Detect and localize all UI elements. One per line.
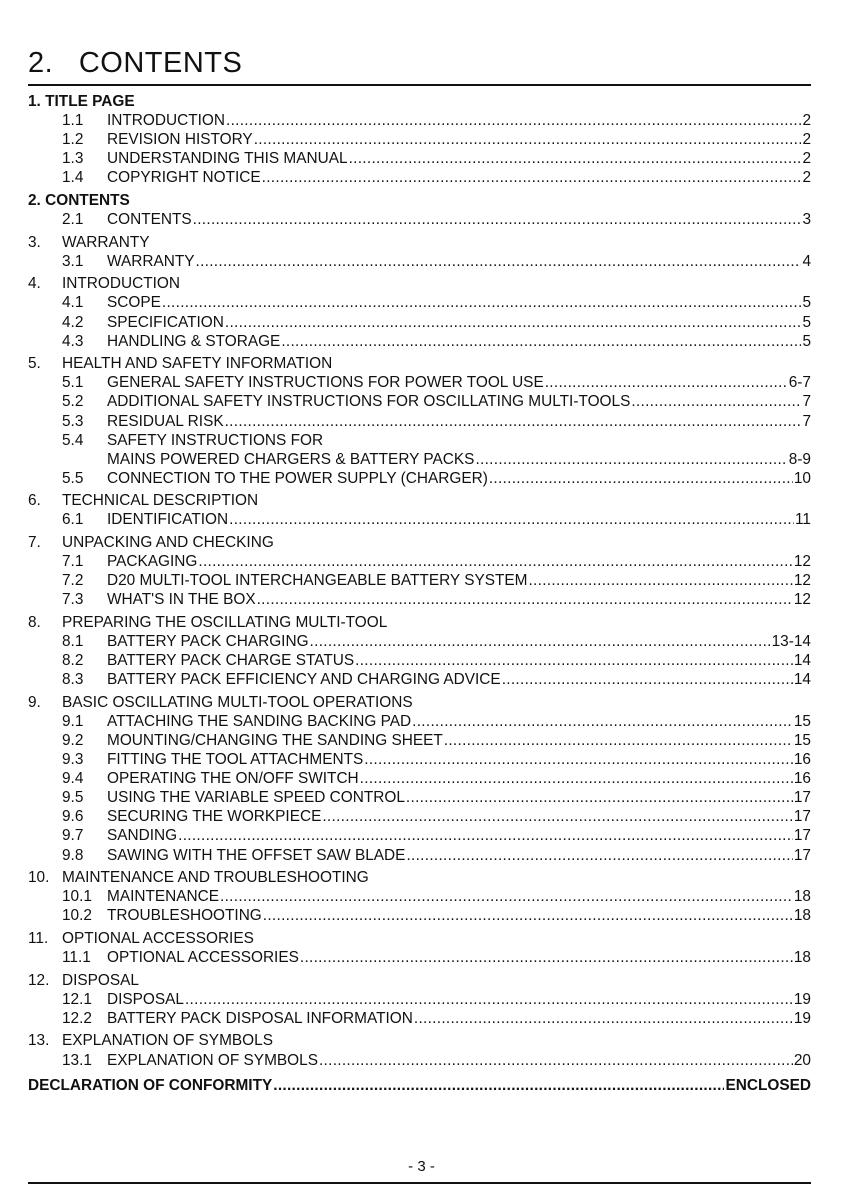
toc-entry-page: 19 [793, 1009, 811, 1027]
toc-entry-label: WARRANTY [107, 252, 195, 270]
toc-entry-label: CONNECTION TO THE POWER SUPPLY (CHARGER) [107, 469, 488, 487]
toc-section-heading [28, 1031, 811, 1050]
toc-entry-number: 13.1 [62, 1051, 92, 1069]
toc-entry-page: 11 [795, 511, 811, 529]
toc-entry-page: 17 [793, 827, 811, 845]
toc-entry [28, 632, 811, 651]
toc-entry [28, 846, 811, 865]
toc-entry-page: 3 [802, 211, 811, 229]
toc-entry [28, 332, 811, 351]
toc-dot-leader [226, 111, 801, 130]
toc-entry [28, 111, 811, 130]
toc-section-heading [28, 693, 811, 712]
toc-dot-leader [444, 731, 793, 750]
toc-entry-label: INTRODUCTION [107, 112, 225, 130]
toc-entry-page: 19 [793, 990, 811, 1008]
toc-entry [28, 313, 811, 332]
toc-entry-label: SAWING WITH THE OFFSET SAW BLADE [107, 846, 406, 864]
toc-entry-number: 12.1 [62, 990, 92, 1008]
toc-entry-number: 10.2 [62, 907, 92, 925]
toc-entry [28, 510, 811, 529]
toc-entry-number: 11.1 [62, 949, 91, 967]
toc-entry-label: BATTERY PACK CHARGE STATUS [107, 652, 355, 670]
toc-dot-leader [281, 332, 801, 351]
toc-entry-label: IDENTIFICATION [107, 511, 229, 529]
toc-dot-leader [185, 990, 793, 1009]
toc-section-heading [28, 92, 811, 111]
toc-entry-number: 9.4 [62, 770, 84, 788]
toc-entry-number: 2.1 [62, 211, 84, 229]
toc-entry [28, 906, 811, 925]
toc-entry-label: CONTENTS [107, 211, 192, 229]
toc-entry-label: MOUNTING/CHANGING THE SANDING SHEET [107, 732, 443, 749]
toc-entry-number: 8.2 [62, 652, 84, 670]
toc-entry [28, 990, 811, 1009]
toc-dot-leader [319, 1051, 793, 1070]
toc-section-heading [28, 613, 811, 632]
toc-entry-number: 13. [28, 1032, 50, 1050]
toc-entry-label: WHAT'S IN THE BOX [107, 591, 256, 609]
toc-entry-page: 17 [793, 808, 811, 826]
toc-entry-label: COPYRIGHT NOTICE [107, 169, 261, 187]
toc-entry-number: 1.4 [62, 169, 84, 187]
toc-dot-leader [257, 590, 793, 609]
toc-dot-leader [196, 252, 802, 271]
toc-entry-page: 4 [802, 252, 811, 270]
toc-entry-number: 7.1 [62, 553, 84, 571]
toc-entry-page: 16 [793, 770, 811, 788]
toc-entry-page: 12 [793, 591, 811, 609]
toc-entry-page: 10 [793, 469, 811, 487]
toc-entry-number: 9. [28, 693, 41, 711]
toc-entry [28, 469, 811, 488]
toc-section-heading [28, 929, 811, 948]
toc-dot-leader [229, 510, 794, 529]
toc-section-heading [28, 191, 811, 210]
toc-entry [28, 552, 811, 571]
toc-entry-label: SECURING THE WORKPIECE [107, 808, 322, 826]
toc-section-heading [28, 233, 811, 252]
toc-entry-label: UNDERSTANDING THIS MANUAL [107, 150, 348, 168]
toc-entry [28, 750, 811, 769]
toc-entry-page: 20 [793, 1051, 811, 1069]
toc-entry-number: 5.2 [62, 393, 84, 411]
toc-entry-number: 9.6 [62, 808, 84, 826]
toc-entry-page: 2 [802, 131, 811, 149]
toc-dot-leader [193, 210, 802, 229]
toc-entry [28, 252, 811, 271]
toc-entry-label: BATTERY PACK DISPOSAL INFORMATION [107, 1009, 413, 1027]
toc-entry-number: 4. [28, 275, 41, 293]
toc-entry-label: BATTERY PACK CHARGING [107, 633, 309, 651]
toc-dot-leader [475, 450, 787, 469]
toc-entry-number: 9.1 [62, 712, 84, 730]
toc-entry-label: OPERATING THE ON/OFF SWITCH [107, 770, 359, 788]
toc-entry-page: 6-7 [788, 374, 811, 392]
toc-entry-label: SANDING [107, 827, 178, 845]
toc-entry [28, 149, 811, 168]
toc-section-heading [28, 868, 811, 887]
toc-section-heading [28, 533, 811, 552]
toc-entry [28, 571, 811, 590]
toc-entry-label: HEALTH AND SAFETY INFORMATION [62, 355, 333, 373]
toc-entry-label: USING THE VARIABLE SPEED CONTROL [107, 789, 405, 807]
toc-entry [28, 948, 811, 967]
toc-dot-leader [355, 651, 793, 670]
toc-entry-page: ENCLOSED [725, 1076, 811, 1094]
toc-dot-leader [273, 1076, 724, 1095]
toc-entry [28, 431, 811, 450]
toc-entry [28, 651, 811, 670]
toc-entry-label: MAINTENANCE AND TROUBLESHOOTING [62, 869, 369, 887]
toc-entry-number: 6.1 [62, 511, 84, 529]
toc-entry-label: ATTACHING THE SANDING BACKING PAD [107, 712, 412, 730]
toc-dot-leader [528, 571, 792, 590]
toc-entry-label: D20 MULTI-TOOL INTERCHANGEABLE BATTERY SYSTEM [107, 572, 528, 590]
toc-dot-leader [502, 670, 793, 689]
toc-entry-number: 5.5 [62, 469, 84, 487]
toc-entry-page: 8-9 [788, 450, 811, 468]
toc-entry-number: 1.2 [62, 131, 84, 149]
toc-entry-label: FITTING THE TOOL ATTACHMENTS [107, 751, 364, 769]
toc-dot-leader [310, 632, 771, 651]
toc-entry-page: 5 [802, 294, 811, 312]
toc-entry-label: SAFETY INSTRUCTIONS FOR [107, 431, 324, 449]
toc-section-heading [28, 491, 811, 510]
toc-section-heading [28, 354, 811, 373]
toc-dot-leader [263, 906, 793, 925]
footer-divider [28, 1182, 811, 1184]
toc-entry-page: 7 [802, 412, 811, 430]
toc-section-heading [28, 274, 811, 293]
toc-entry [28, 670, 811, 689]
toc-entry-label: 1. TITLE PAGE [28, 93, 135, 110]
table-of-contents [28, 92, 811, 1095]
toc-entry [28, 130, 811, 149]
toc-entry-number: 5.3 [62, 412, 84, 430]
toc-entry-label: UNPACKING AND CHECKING [62, 534, 274, 552]
toc-entry [28, 168, 811, 187]
toc-entry-label: REVISION HISTORY [107, 131, 253, 149]
toc-entry-page: 13-14 [771, 633, 811, 651]
toc-entry-number: 10. [28, 869, 50, 887]
toc-dot-leader [162, 293, 802, 312]
toc-entry-label: SPECIFICATION [107, 313, 224, 331]
toc-entry-number: 10.1 [62, 888, 92, 906]
toc-entry-number: 7. [28, 534, 41, 552]
toc-entry-number: 5.4 [62, 431, 84, 449]
toc-entry-page: 18 [793, 888, 811, 906]
toc-entry [28, 392, 811, 411]
toc-entry [28, 210, 811, 229]
toc-dot-leader [220, 887, 793, 906]
toc-entry-number: 3. [28, 233, 41, 251]
toc-entry-label: TROUBLESHOOTING [107, 907, 262, 925]
toc-entry-label: EXPLANATION OF SYMBOLS [107, 1051, 318, 1069]
toc-section-heading [28, 971, 811, 990]
toc-declaration-entry [28, 1076, 811, 1095]
toc-entry [28, 807, 811, 826]
toc-dot-leader [545, 373, 788, 392]
toc-entry-page: 2 [802, 150, 811, 168]
toc-entry-page: 5 [802, 332, 811, 350]
toc-entry-number: 9.3 [62, 751, 84, 769]
toc-dot-leader [225, 412, 802, 431]
toc-entry-label: 2. CONTENTS [28, 191, 130, 209]
toc-dot-leader [198, 552, 793, 571]
toc-entry-number: 1.3 [62, 150, 84, 168]
toc-entry-number: 1.1 [62, 112, 84, 130]
toc-entry [28, 769, 811, 788]
toc-entry-label: BASIC OSCILLATING MULTI-TOOL OPERATIONS [62, 693, 413, 711]
toc-entry-label: OPTIONAL ACCESSORIES [62, 929, 254, 947]
toc-entry-number: 9.7 [62, 827, 84, 845]
toc-dot-leader [322, 807, 793, 826]
toc-entry-number: 8.1 [62, 633, 84, 651]
toc-entry-number: 9.8 [62, 846, 84, 864]
toc-entry [28, 1051, 811, 1070]
title-divider [28, 84, 811, 86]
toc-entry [28, 731, 811, 750]
page-title: 2. CONTENTS [28, 47, 243, 79]
toc-entry-label: HANDLING & STORAGE [107, 332, 281, 350]
toc-entry-label: EXPLANATION OF SYMBOLS [62, 1032, 273, 1050]
toc-entry-page: 12 [793, 553, 811, 571]
toc-dot-leader [360, 769, 793, 788]
toc-entry-number: 7.3 [62, 591, 84, 609]
toc-entry [28, 1009, 811, 1028]
toc-entry-number: 3.1 [62, 252, 84, 270]
toc-entry-number: 5.1 [62, 374, 84, 392]
toc-entry-number: 6. [28, 492, 41, 510]
toc-entry-number: 8. [28, 613, 41, 631]
toc-entry-page: 18 [793, 949, 811, 967]
toc-entry-page: 14 [793, 671, 811, 689]
toc-entry-number: 4.3 [62, 332, 84, 350]
toc-entry [28, 590, 811, 609]
toc-entry-number: 11. [28, 929, 49, 947]
toc-dot-leader [406, 846, 792, 865]
toc-dot-leader [178, 826, 793, 845]
toc-entry-number: 5. [28, 355, 41, 373]
toc-entry-label: MAINS POWERED CHARGERS & BATTERY PACKS [107, 450, 475, 468]
toc-entry-number: 12. [28, 971, 50, 989]
toc-entry-label: DISPOSAL [62, 971, 139, 989]
toc-dot-leader [406, 788, 793, 807]
toc-dot-leader [414, 1009, 793, 1028]
toc-entry [28, 412, 811, 431]
toc-dot-leader [225, 313, 802, 332]
toc-entry-page: 16 [793, 751, 811, 769]
toc-entry-page: 5 [802, 313, 811, 331]
toc-entry-label: MAINTENANCE [107, 888, 220, 906]
toc-entry-number: 7.2 [62, 572, 84, 590]
toc-entry-label: RESIDUAL RISK [107, 412, 224, 430]
toc-entry-number: 4.1 [62, 294, 84, 312]
toc-entry-label: ADDITIONAL SAFETY INSTRUCTIONS FOR OSCILLATING MULTI-TOOLS [107, 393, 631, 411]
toc-entry-number: 9.5 [62, 789, 84, 807]
toc-entry-label: SCOPE [107, 294, 161, 312]
toc-dot-leader [489, 469, 793, 488]
toc-entry-page: 17 [793, 846, 811, 864]
toc-entry-page: 12 [793, 572, 811, 590]
toc-entry-page: 2 [802, 169, 811, 187]
toc-entry [28, 887, 811, 906]
toc-entry-label: INTRODUCTION [62, 275, 180, 293]
toc-entry [28, 826, 811, 845]
toc-entry-label: PACKAGING [107, 553, 198, 571]
toc-entry-page: 15 [793, 712, 811, 730]
toc-entry-label: DISPOSAL [107, 990, 184, 1008]
toc-dot-leader [300, 948, 793, 967]
page-number: - 3 - [408, 1158, 435, 1175]
toc-entry-page: 17 [793, 789, 811, 807]
toc-dot-leader [631, 392, 801, 411]
toc-entry [28, 712, 811, 731]
toc-entry-page: 2 [802, 112, 811, 130]
toc-entry-page: 14 [793, 652, 811, 670]
toc-dot-leader [262, 168, 802, 187]
toc-entry [28, 788, 811, 807]
toc-entry-page: 7 [802, 393, 811, 411]
toc-entry-page: 18 [793, 907, 811, 925]
toc-entry [28, 373, 811, 392]
toc-entry-page: 15 [793, 732, 811, 749]
toc-entry-label: DECLARATION OF CONFORMITY [28, 1076, 273, 1094]
toc-dot-leader [412, 712, 793, 731]
toc-entry-label: TECHNICAL DESCRIPTION [62, 492, 259, 510]
toc-entry-number: 8.3 [62, 671, 84, 689]
toc-entry-number: 9.2 [62, 732, 84, 749]
toc-entry [28, 450, 811, 469]
toc-entry-label: WARRANTY [62, 233, 150, 251]
toc-entry-label: BATTERY PACK EFFICIENCY AND CHARGING ADVICE [107, 671, 501, 689]
toc-entry-label: GENERAL SAFETY INSTRUCTIONS FOR POWER TOOL USE [107, 374, 544, 392]
toc-dot-leader [349, 149, 802, 168]
toc-entry-label: PREPARING THE OSCILLATING MULTI-TOOL [62, 613, 388, 631]
toc-dot-leader [254, 130, 802, 149]
toc-entry [28, 293, 811, 312]
toc-entry-number: 4.2 [62, 313, 84, 331]
toc-entry-number: 12.2 [62, 1009, 92, 1027]
toc-entry-label: OPTIONAL ACCESSORIES [107, 949, 299, 967]
toc-dot-leader [364, 750, 793, 769]
